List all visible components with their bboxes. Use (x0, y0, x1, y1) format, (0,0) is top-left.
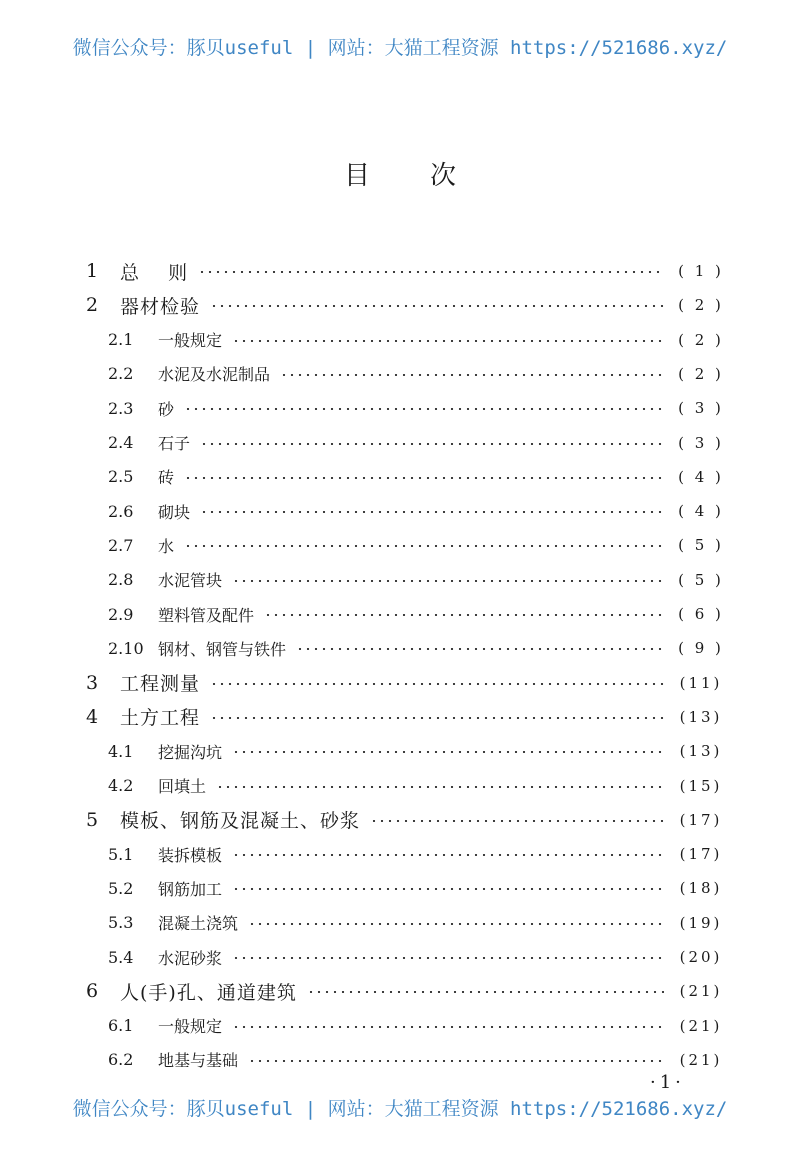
toc-entry[interactable] (0, 734, 800, 768)
toc-entry[interactable] (0, 769, 800, 803)
toc-entry-page: ( 3 ) (678, 399, 724, 418)
toc-entry-label: 砂 (158, 399, 175, 419)
toc-entry-number: 2.10 (108, 638, 144, 658)
toc-entry-number: 4.2 (108, 776, 134, 795)
toc-entry-number: 2.2 (108, 364, 134, 384)
toc-leader-dots (210, 305, 664, 307)
toc-entry[interactable] (0, 426, 800, 460)
toc-leader-dots (307, 991, 664, 993)
toc-entry-label: 塑料管及配件 (158, 605, 255, 625)
toc-entry[interactable] (0, 323, 800, 357)
toc-entry[interactable] (0, 871, 800, 905)
toc-entry-label: 水 (158, 536, 175, 556)
toc-entry-page: ( 6 ) (678, 605, 724, 623)
toc-entry-number: 5.3 (108, 913, 134, 933)
toc-entry-page: ( 5 ) (678, 536, 724, 555)
toc-entry-label: 回填土 (158, 777, 207, 796)
toc-entry[interactable] (0, 803, 800, 837)
toc-entry[interactable] (0, 528, 800, 562)
toc-entry-label: 工程测量 (120, 673, 201, 696)
toc-entry-number: 5.1 (108, 844, 134, 864)
toc-leader-dots (210, 717, 664, 719)
toc-entry-label: 模板、钢筋及混凝土、砂浆 (120, 810, 361, 833)
toc-entry[interactable] (0, 940, 800, 974)
toc-entry-page: ( 2 ) (678, 296, 724, 315)
toc-entry-number: 2.5 (108, 467, 134, 487)
toc-entry-label: 混凝土浇筑 (158, 914, 239, 934)
toc-entry[interactable] (0, 974, 800, 1008)
toc-entry[interactable] (0, 837, 800, 871)
toc-leader-dots (248, 1060, 664, 1062)
toc-entry[interactable] (0, 288, 800, 322)
toc-entry-page: (13) (679, 707, 723, 726)
toc-entry-number: 1 (86, 260, 99, 282)
toc-entry-label: 水泥管块 (158, 571, 223, 591)
toc-leader-dots (184, 545, 664, 547)
toc-entry-page: ( 1 ) (678, 262, 724, 280)
page-number: ·1· (650, 1072, 685, 1093)
toc-entry[interactable] (0, 563, 800, 597)
toc-entry-page: ( 2 ) (678, 330, 724, 349)
toc-leader-dots (210, 683, 664, 685)
toc-entry-label: 一般规定 (158, 331, 223, 351)
toc-entry-number: 4 (86, 705, 99, 728)
toc-entry-page: (13) (679, 742, 723, 761)
toc-leader-dots (280, 374, 664, 376)
toc-leader-dots (232, 340, 664, 342)
toc-entry-label: 砌块 (158, 502, 191, 522)
toc-entry-number: 5.4 (108, 947, 134, 967)
toc-leader-dots (232, 1026, 664, 1028)
toc-entry-page: ( 9 ) (678, 639, 724, 658)
toc-entry-number: 2.6 (108, 501, 134, 521)
toc-entry-number: 2 (86, 294, 99, 317)
toc-entry-page: ( 5 ) (678, 570, 724, 589)
toc-entry[interactable] (0, 700, 800, 734)
toc-entry[interactable] (0, 597, 800, 631)
toc-entry[interactable] (0, 494, 800, 528)
toc-entry-label: 一般规定 (158, 1017, 223, 1037)
toc-entry-page: ( 3 ) (678, 433, 724, 452)
toc-entry-number: 6 (86, 980, 99, 1003)
toc-entry-label: 挖掘沟坑 (158, 742, 223, 762)
toc-leader-dots (232, 854, 664, 856)
toc-entry-label: 水泥及水泥制品 (158, 365, 271, 385)
toc-leader-dots (232, 888, 664, 890)
toc-leader-dots (200, 443, 664, 445)
watermark-top: 微信公众号：豚贝useful | 网站：大猫工程资源 https://521686.xyz/ (72, 37, 728, 59)
toc-entry-page: (21) (679, 982, 723, 1001)
toc-leader-dots (216, 786, 664, 788)
toc-entry-label: 地基与基础 (158, 1051, 239, 1071)
toc-entry-number: 2.3 (108, 398, 134, 418)
toc-entry-label: 砖 (158, 468, 175, 488)
toc-entry[interactable] (0, 357, 800, 391)
toc-entry-page: (21) (679, 1050, 723, 1069)
toc-entry-number: 6.2 (108, 1050, 134, 1070)
toc-entry-label: 水泥砂浆 (158, 948, 223, 968)
toc-entry-page: (17) (679, 845, 723, 864)
toc-entry-label: 总 则 (120, 261, 189, 284)
toc-entry[interactable] (0, 631, 800, 665)
toc-entry-page: ( 2 ) (678, 364, 724, 383)
toc-leader-dots (370, 820, 664, 822)
toc-entry-page: (20) (679, 948, 723, 966)
toc-leader-dots (232, 957, 664, 959)
toc-leader-dots (200, 511, 664, 513)
toc-entry-number: 5.2 (108, 878, 134, 898)
toc-entry[interactable] (0, 254, 800, 288)
toc-entry-page: (17) (679, 810, 723, 829)
toc-entry-label: 石子 (158, 434, 191, 453)
toc-entry[interactable] (0, 391, 800, 425)
toc-entry[interactable] (0, 460, 800, 494)
toc-leader-dots (232, 580, 664, 582)
toc-entry-number: 2.1 (108, 330, 134, 350)
toc-entry-page: (15) (679, 776, 723, 795)
toc-leader-dots (198, 271, 664, 273)
toc-leader-dots (184, 477, 664, 479)
toc-entry-page: (18) (679, 879, 723, 898)
toc-entry-page: ( 4 ) (678, 467, 724, 486)
toc-entry-number: 6.1 (108, 1016, 134, 1036)
toc-entry-label: 人(手)孔、通道建筑 (120, 981, 297, 1004)
toc-leader-dots (296, 648, 664, 650)
toc-entry-page: ( 4 ) (678, 502, 724, 521)
toc-leader-dots (248, 923, 664, 925)
toc-entry-number: 3 (86, 671, 99, 694)
toc-entry-number: 2.8 (108, 570, 134, 590)
toc-entry-number: 4.1 (108, 741, 134, 761)
toc-leader-dots (264, 614, 664, 616)
toc-entry-label: 装拆模板 (158, 845, 223, 865)
watermark-bottom: 微信公众号：豚贝useful | 网站：大猫工程资源 https://521686.xyz/ (72, 1098, 728, 1120)
toc-entry-page: (21) (679, 1016, 723, 1035)
toc-entry-label: 钢筋加工 (158, 879, 223, 899)
toc-entry-number: 2.4 (108, 433, 134, 452)
toc-entry-number: 2.7 (108, 535, 134, 555)
toc-entry-number: 2.9 (108, 604, 134, 624)
toc-entry-label: 钢材、钢管与铁件 (158, 639, 287, 659)
page-title: 目次 (343, 161, 516, 191)
toc-entry[interactable] (0, 906, 800, 940)
toc-entry-page: (11) (679, 673, 723, 692)
toc-entry-number: 5 (86, 808, 99, 831)
toc-entry[interactable] (0, 1009, 800, 1043)
toc-leader-dots (184, 408, 664, 410)
toc-entry-label: 土方工程 (120, 707, 201, 730)
toc-entry[interactable] (0, 666, 800, 700)
toc-leader-dots (232, 751, 664, 753)
toc-entry-label: 器材检验 (120, 295, 201, 318)
toc-entry-page: (19) (679, 913, 723, 932)
